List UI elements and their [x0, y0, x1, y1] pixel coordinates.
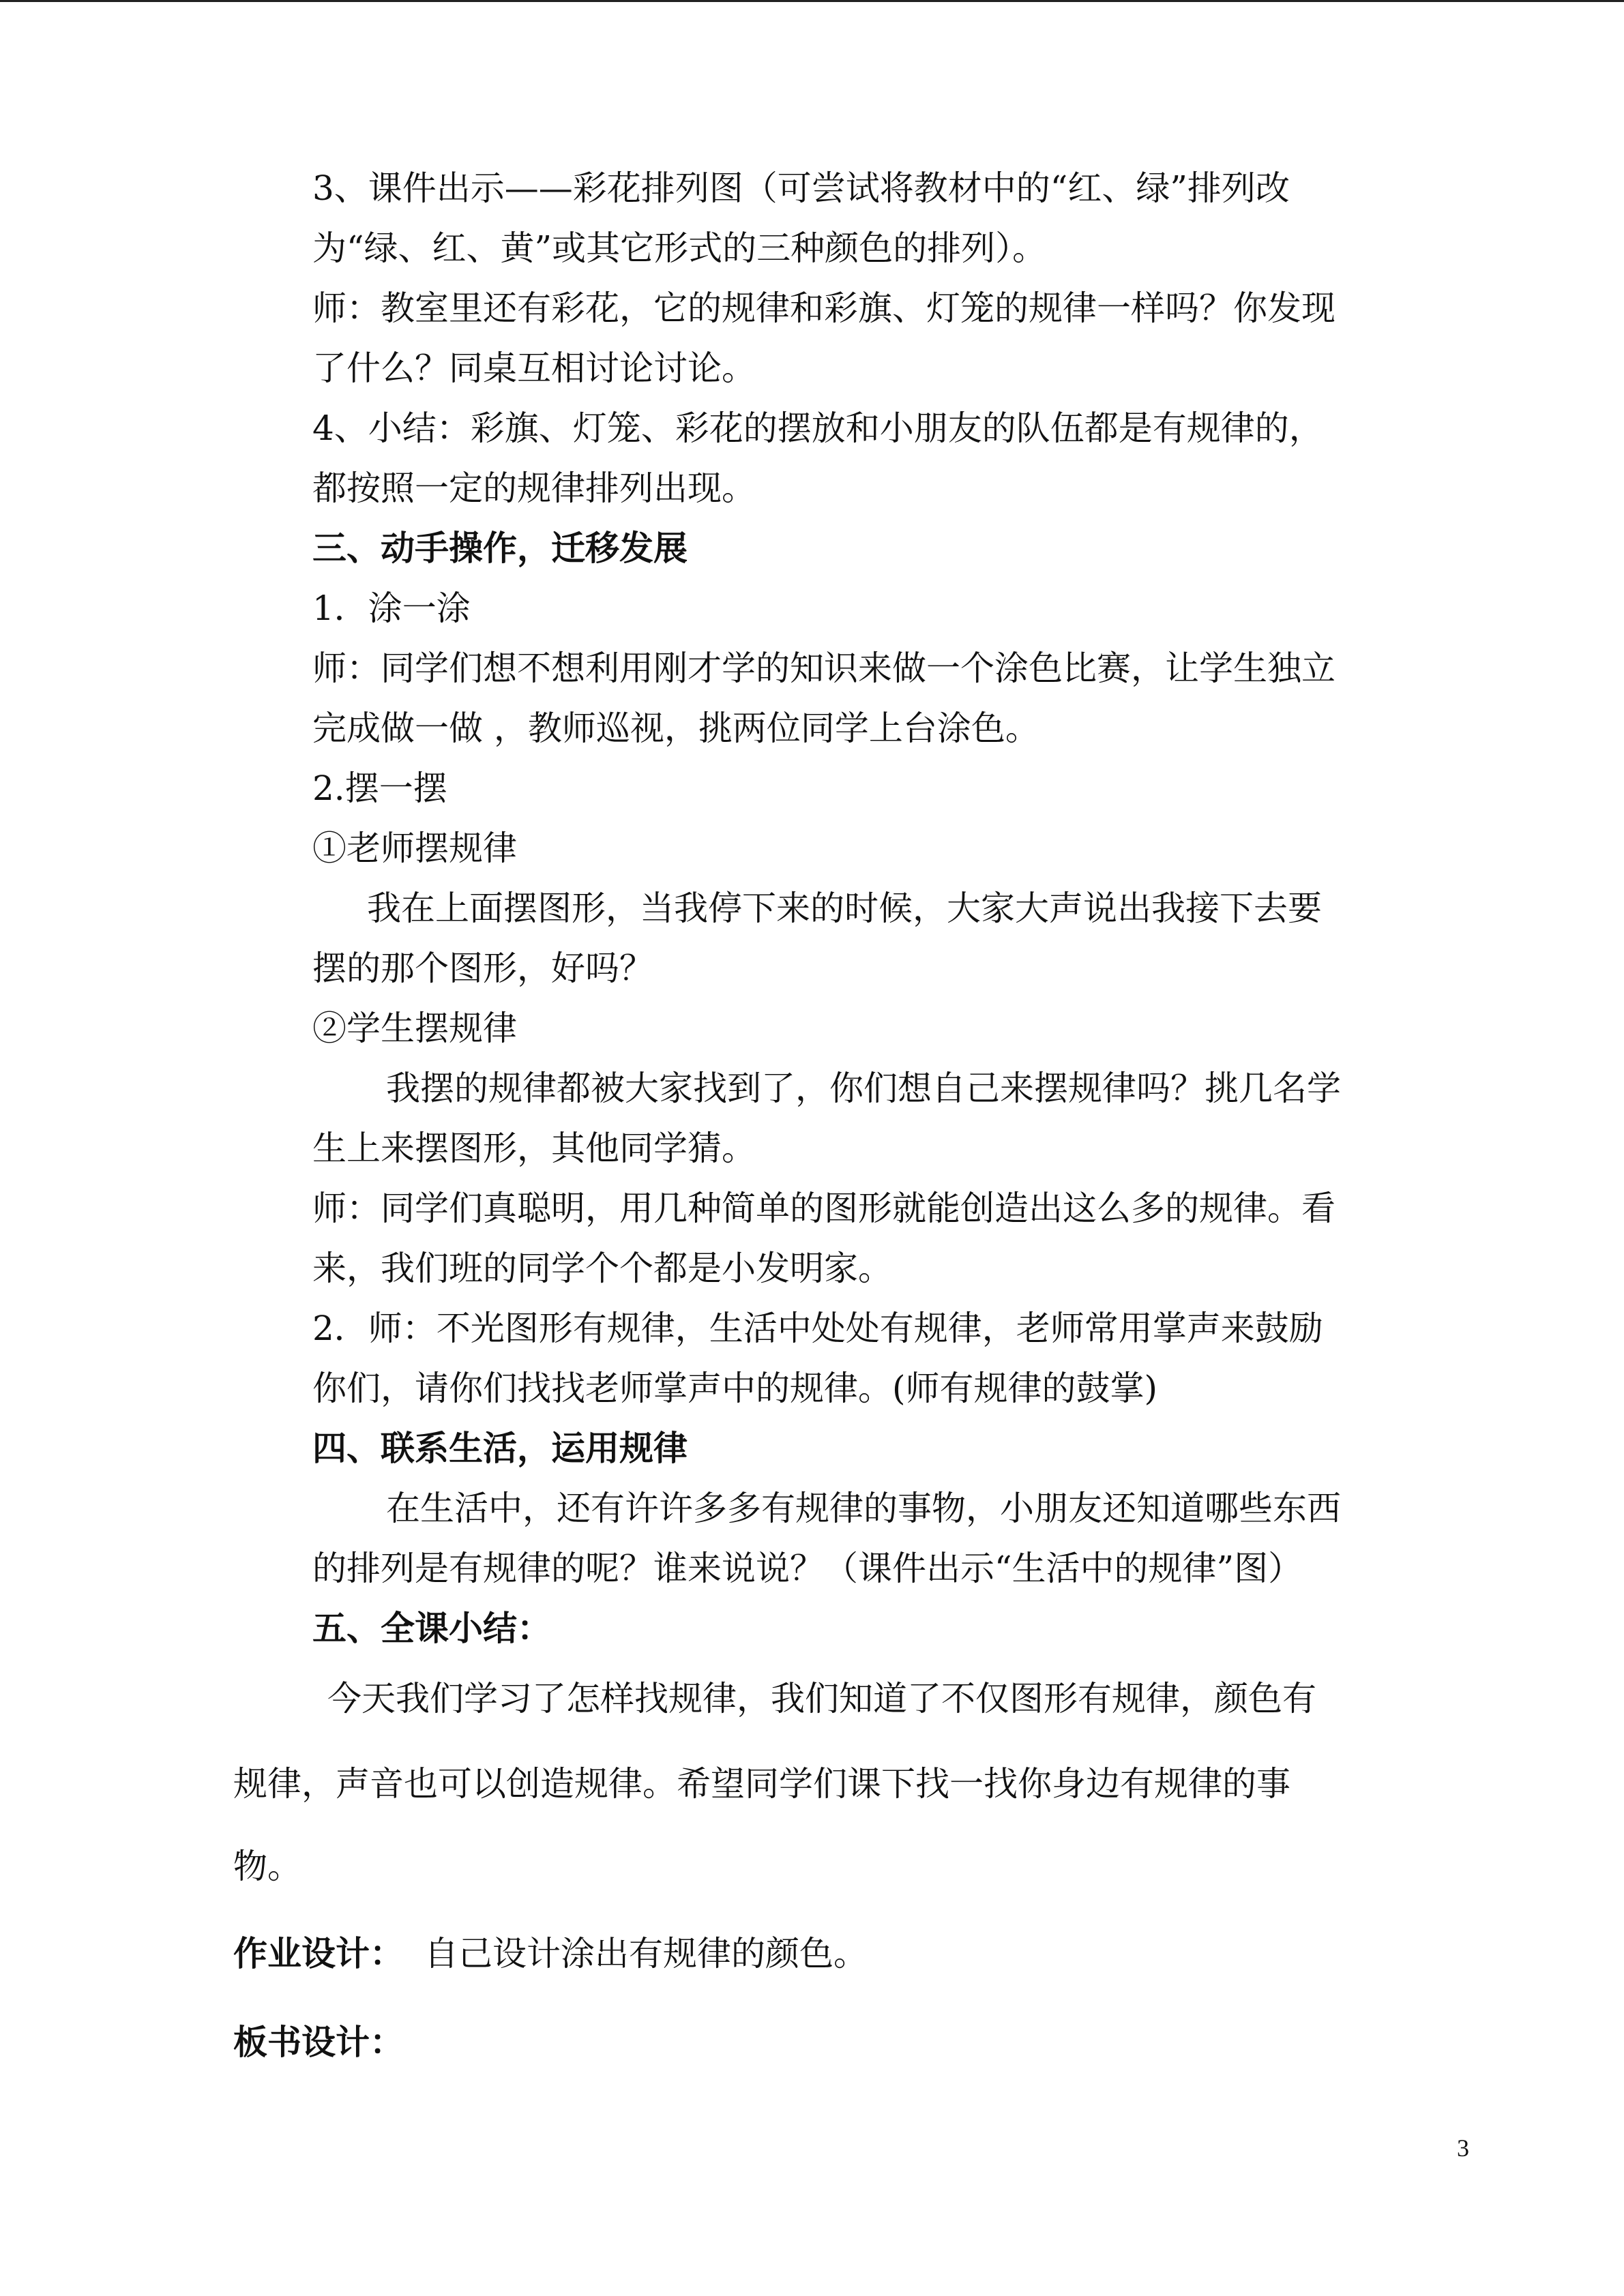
section-heading: 五、全课小结： [312, 1608, 551, 1648]
text-line: 的排列是有规律的呢？谁来说说？（课件出示“生活中的规律”图） [312, 1549, 1303, 1588]
section-heading: 三、动手操作，迁移发展 [312, 528, 688, 568]
section-heading: 四、联系生活，运用规律 [312, 1428, 688, 1468]
text-line: 3、课件出示——彩花排列图（可尝试将教材中的“红、绿”排列改 [312, 168, 1290, 208]
text-line: 摆的那个图形，好吗？ [312, 949, 653, 988]
text-line: 来，我们班的同学个个都是小发明家。 [312, 1249, 892, 1288]
text-line: 了什么？同桌互相讨论讨论。 [312, 348, 756, 388]
text-line: 4、小结：彩旗、灯笼、彩花的摆放和小朋友的队伍都是有规律的， [312, 408, 1323, 448]
homework-text: 自己设计涂出有规律的颜色。 [424, 1934, 868, 1973]
text-line: 我在上面摆图形，当我停下来的时候，大家大声说出我接下去要 [367, 889, 1322, 928]
text-line: ②学生摆规律 [312, 1009, 517, 1048]
text-line: 规律，声音也可以创造规律。希望同学们课下找一找你身边有规律的事 [233, 1764, 1290, 1804]
text-line: 2．师：不光图形有规律，生活中处处有规律，老师常用掌声来鼓励 [312, 1309, 1323, 1348]
text-line: 今天我们学习了怎样找规律，我们知道了不仅图形有规律，颜色有 [327, 1679, 1316, 1718]
text-line: 我摆的规律都被大家找到了，你们想自己来摆规律吗？挑几名学 [386, 1069, 1341, 1108]
text-line: 都按照一定的规律排列出现。 [312, 468, 756, 508]
text-line: 物。 [233, 1847, 301, 1886]
text-line: 师：同学们真聪明，用几种简单的图形就能创造出这么多的规律。看 [312, 1189, 1335, 1228]
page-number: 3 [1457, 2134, 1469, 2162]
text-line: 完成做一做 ，教师巡视，挑两位同学上台涂色。 [312, 709, 1039, 748]
homework-label: 作业设计： [233, 1933, 404, 1973]
text-line: 你们，请你们找找老师掌声中的规律。(师有规律的鼓掌) [312, 1369, 1158, 1408]
text-line: 师：同学们想不想利用刚才学的知识来做一个涂色比赛，让学生独立 [312, 648, 1335, 688]
text-line: 为“绿、红、黄”或其它形式的三种颜色的排列）。 [312, 228, 1047, 268]
text-line: 1．涂一涂 [312, 588, 471, 628]
text-line: 在生活中，还有许许多多有规律的事物，小朋友还知道哪些东西 [386, 1489, 1341, 1528]
text-line: 师：教室里还有彩花，它的规律和彩旗、灯笼的规律一样吗？你发现 [312, 288, 1335, 328]
text-line: ①老师摆规律 [312, 829, 517, 868]
text-line: 生上来摆图形，其他同学猜。 [312, 1129, 756, 1168]
board-design-label: 板书设计： [233, 2022, 404, 2062]
text-line: 2.摆一摆 [312, 769, 447, 808]
